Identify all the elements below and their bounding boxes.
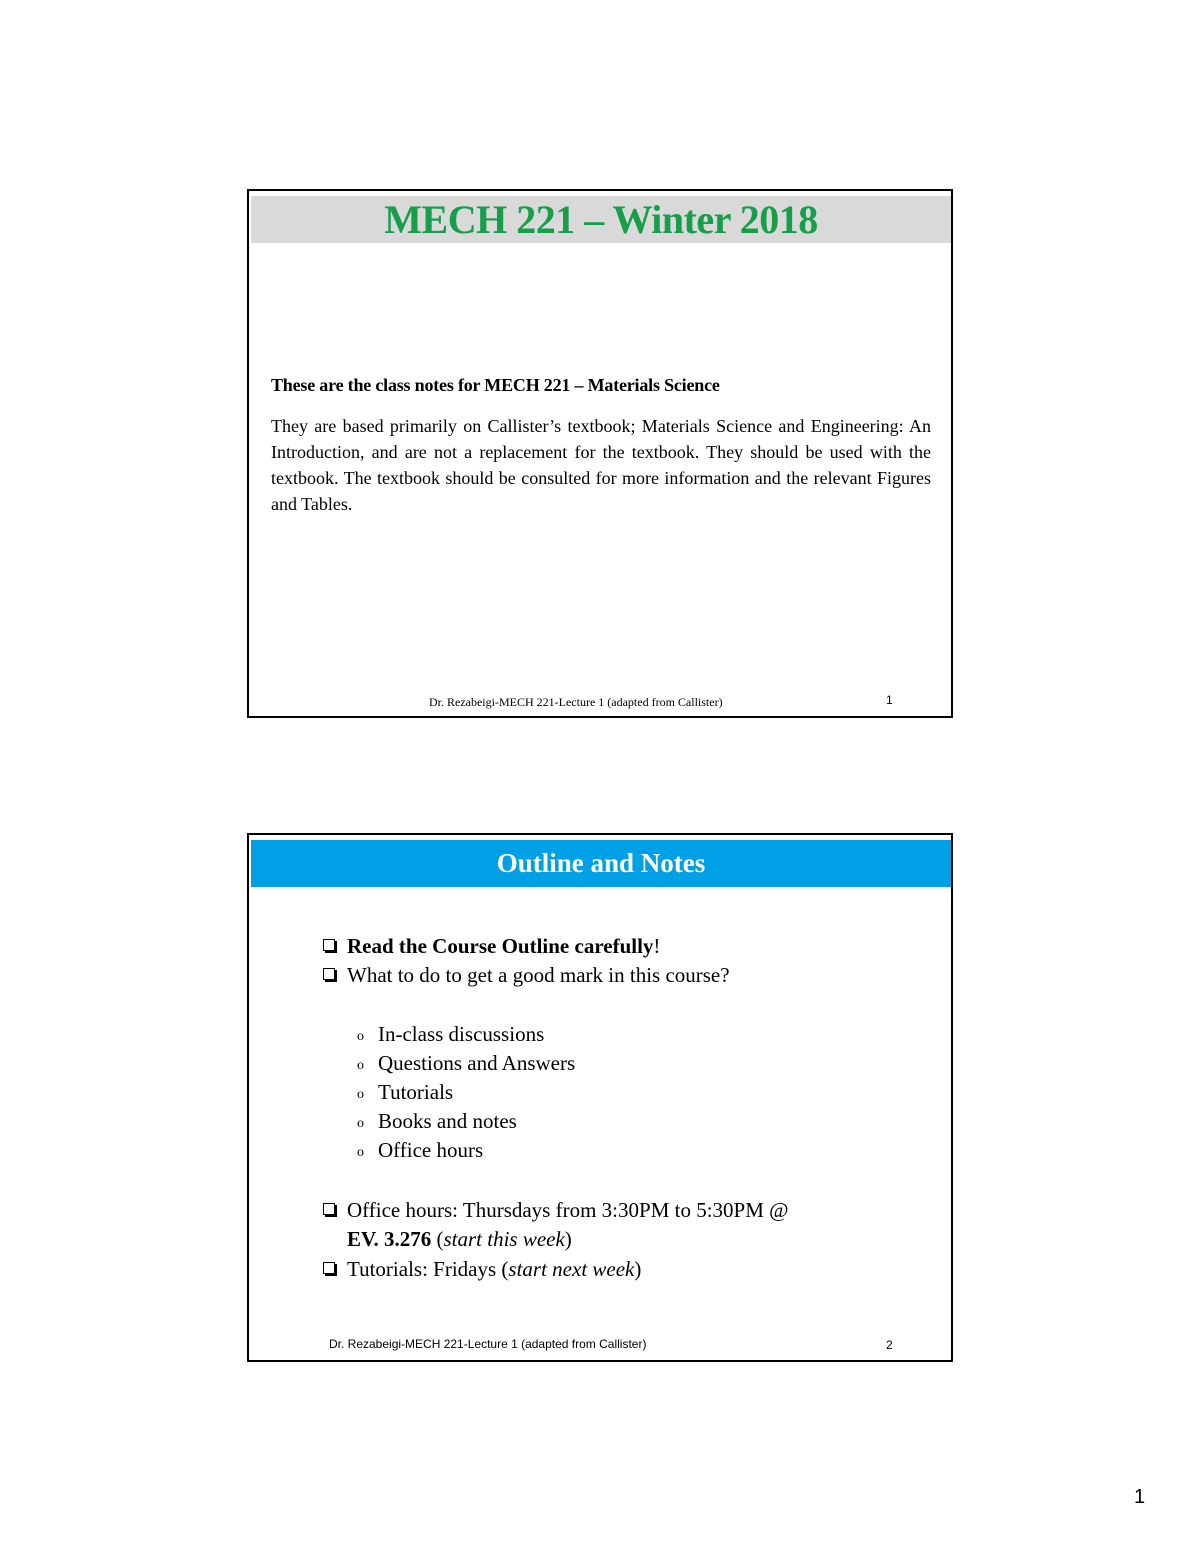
circle-bullet-icon: o xyxy=(357,1058,364,1073)
slide-2-title: Outline and Notes xyxy=(496,848,706,878)
sub-item xyxy=(357,1051,575,1076)
start-this-week: start this week xyxy=(443,1227,565,1251)
slide-1-title-band xyxy=(251,196,951,243)
sub-item xyxy=(357,1080,453,1105)
sub-item-text: Office hours xyxy=(378,1138,484,1162)
start-next-week: start next week xyxy=(508,1257,635,1281)
bullet-tutorials-suffix: ) xyxy=(634,1257,642,1281)
slide-2-title-band xyxy=(251,840,951,887)
slide-1-body: They are based primarily on Callister’s textbook; Materials Science and Engineering: An Introduction, and are not a replacement for the textbook. They should be used with the textbook. The textbook should be consulted for more information and the relevant Figures and Tables. xyxy=(271,416,931,514)
bullet-tutorials xyxy=(323,1257,641,1282)
bullet-tutorials-prefix: Tutorials: Fridays ( xyxy=(347,1257,509,1281)
slide-1-title: MECH 221 – Winter 2018 xyxy=(384,197,818,242)
sub-item xyxy=(357,1109,517,1134)
slide-1-page-number: 1 xyxy=(886,693,893,707)
paren-open: ( xyxy=(431,1227,444,1251)
circle-bullet-icon: o xyxy=(357,1029,364,1044)
slide-1-heading: These are the class notes for MECH 221 – Materials Science xyxy=(271,375,720,395)
bullet-office-hours-location xyxy=(347,1227,572,1252)
circle-bullet-icon: o xyxy=(357,1087,364,1102)
bullet-office-hours xyxy=(323,1198,788,1223)
checkbox-bullet-icon xyxy=(323,968,335,980)
paren-close: ) xyxy=(564,1227,572,1251)
sub-item-text: Books and notes xyxy=(378,1109,517,1133)
slide-1-footer: Dr. Rezabeigi-MECH 221-Lecture 1 (adapted from Callister) xyxy=(429,695,723,709)
bullet-read-outline-tail: ! xyxy=(653,934,661,958)
slide-1 xyxy=(247,189,953,718)
checkbox-bullet-icon xyxy=(323,1203,335,1215)
bullet-office-hours-text: Office hours: Thursdays from 3:30PM to 5:30PM @ xyxy=(347,1198,789,1222)
checkbox-bullet-icon xyxy=(323,1262,335,1274)
office-location: EV. 3.276 xyxy=(347,1227,432,1251)
bullet-read-outline-text: Read the Course Outline carefully xyxy=(347,934,654,958)
bullet-good-mark xyxy=(323,963,730,988)
bullet-read-outline xyxy=(323,934,660,959)
slide-2 xyxy=(247,833,953,1362)
sub-item-text: Tutorials xyxy=(378,1080,454,1104)
slide-2-page-number: 2 xyxy=(886,1338,893,1352)
sub-item xyxy=(357,1022,544,1047)
circle-bullet-icon: o xyxy=(357,1145,364,1160)
document-page-number: 1 xyxy=(1134,1486,1146,1508)
bullet-good-mark-text: What to do to get a good mark in this course? xyxy=(347,963,730,987)
sub-item-text: In-class discussions xyxy=(378,1022,545,1046)
circle-bullet-icon: o xyxy=(357,1116,364,1131)
checkbox-bullet-icon xyxy=(323,939,335,951)
slide-2-footer: Dr. Rezabeigi-MECH 221-Lecture 1 (adapted from Callister) xyxy=(329,1337,647,1351)
sub-item-text: Questions and Answers xyxy=(378,1051,576,1075)
sub-item xyxy=(357,1138,483,1163)
